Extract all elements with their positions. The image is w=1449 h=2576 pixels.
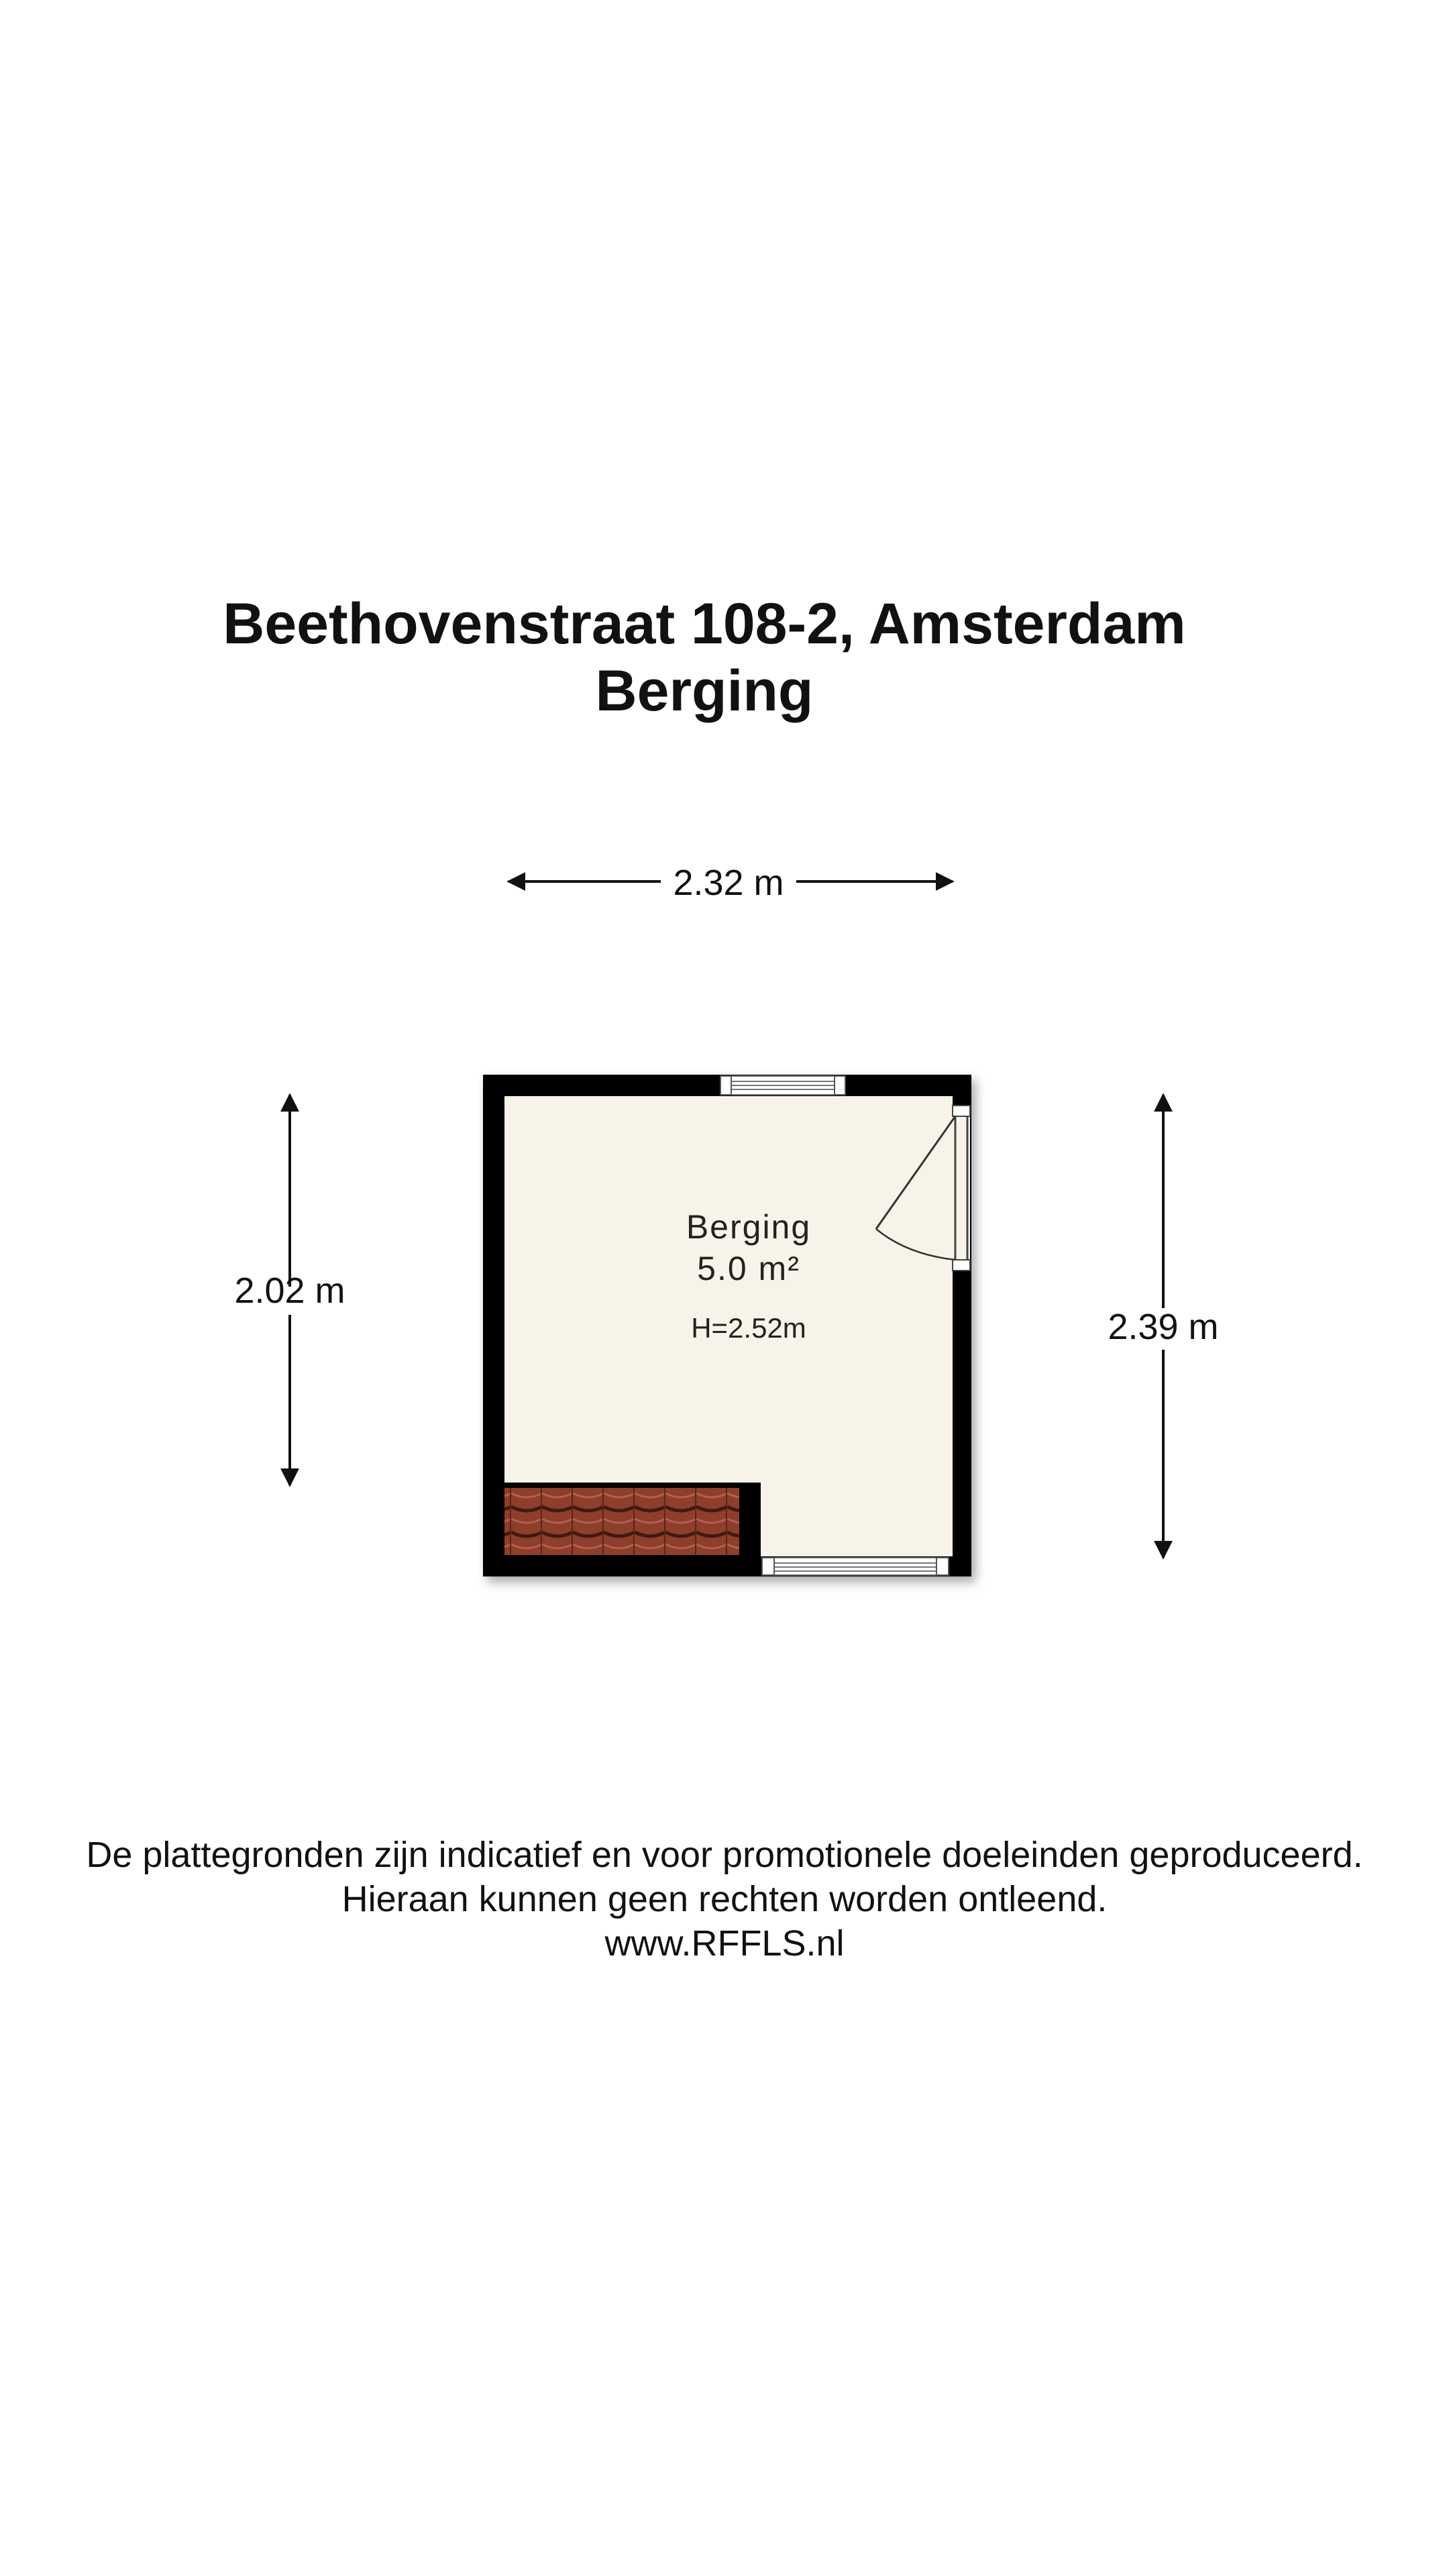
- room-berging: [483, 1075, 971, 1576]
- window-bottom: [762, 1558, 949, 1575]
- dimension-right-height: [1108, 1095, 1218, 1558]
- plan-title-floor: Berging: [595, 659, 814, 723]
- room-area-label: 5.0 m²: [697, 1250, 800, 1287]
- room-height-label: H=2.52m: [691, 1312, 806, 1344]
- room-name-label: Berging: [686, 1208, 812, 1246]
- disclaimer-line-1: De plattegronden zijn indicatief en voor promotionele doeleinden geproduceerd.: [86, 1835, 1363, 1875]
- dimension-label-width: 2.32 m: [673, 863, 784, 903]
- roof-tiles: [504, 1488, 739, 1555]
- dimension-label-left: 2.02 m: [234, 1271, 345, 1311]
- dimension-label-right: 2.39 m: [1108, 1307, 1219, 1347]
- disclaimer-line-2: Hieraan kunnen geen rechten worden ontleend.: [341, 1879, 1108, 1919]
- dimension-left-height: [234, 1095, 345, 1485]
- disclaimer-website: www.RFFLS.nl: [604, 1923, 845, 1964]
- window-top: [720, 1076, 845, 1095]
- dimension-top-width: [508, 863, 953, 903]
- plan-title-address: Beethovenstraat 108-2, Amsterdam: [223, 592, 1186, 656]
